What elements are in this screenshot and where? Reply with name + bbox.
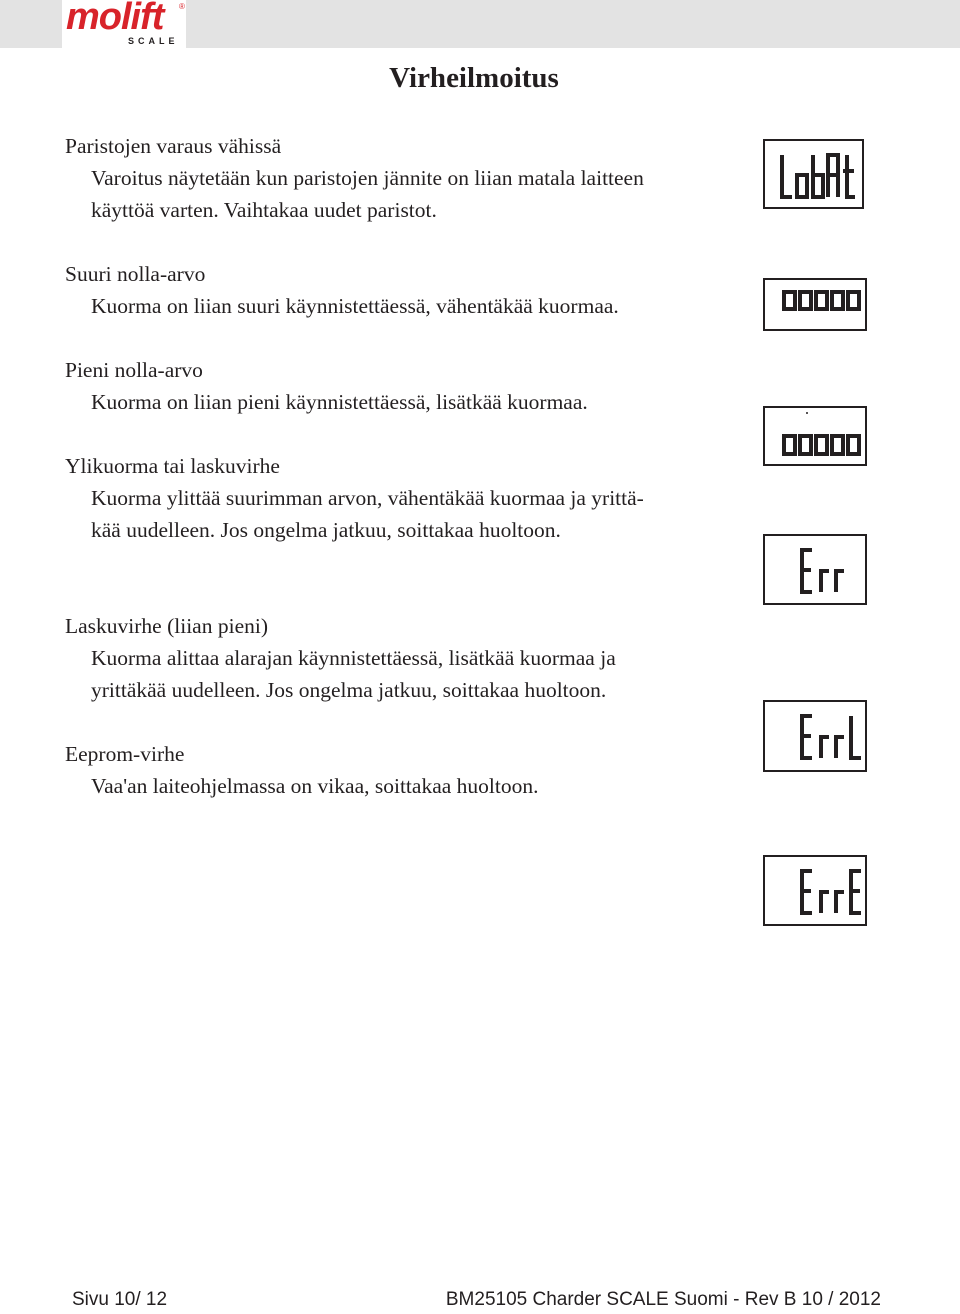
entry-text-line: yrittäkää uudelleen. Jos ongelma jatkuu, soittakaa huoltoon.	[91, 678, 607, 702]
entry-text-line: käyttöä varten. Vaihtakaa uudet paristot.	[91, 198, 437, 222]
document-reference: BM25105 Charder SCALE Suomi - Rev B 10 / 2012	[445, 1289, 881, 1310]
lcd-display-err	[763, 534, 867, 605]
lcd-display-high-zero	[763, 278, 867, 331]
entry-text-line: Kuorma on liian pieni käynnistettäessä, lisätkää kuormaa.	[91, 390, 588, 414]
logo-registered-mark: ®	[179, 2, 185, 11]
logo-wordmark: molift	[66, 0, 164, 38]
logo-subtitle: SCALE	[128, 36, 179, 46]
entry-text-line: Vaa'an laiteohjelmassa on vikaa, soittakaa huoltoon.	[91, 774, 539, 798]
entry-title-low-zero: Pieni nolla-arvo	[65, 358, 203, 382]
entry-title-low-battery: Paristojen varaus vähissä	[65, 134, 282, 158]
lcd-display-errl	[763, 700, 867, 772]
entry-text-line: Kuorma on liian suuri käynnistettäessä, vähentäkää kuormaa.	[91, 294, 619, 318]
entry-title-overload: Ylikuorma tai laskuvirhe	[65, 454, 280, 478]
entry-title-underload: Laskuvirhe (liian pieni)	[65, 614, 268, 638]
entry-title-high-zero: Suuri nolla-arvo	[65, 262, 206, 286]
lcd-display-erre	[763, 855, 867, 926]
page-title: Virheilmoitus	[389, 62, 559, 94]
lcd-display-overload	[763, 406, 867, 466]
page-number: Sivu 10/ 12	[72, 1289, 168, 1310]
entry-title-eeprom: Eeprom-virhe	[65, 742, 185, 766]
entry-text-line: Kuorma alittaa alarajan käynnistettäessä, lisätkää kuormaa ja	[91, 646, 616, 670]
entry-text-line: kää uudelleen. Jos ongelma jatkuu, soittakaa huoltoon.	[91, 518, 561, 542]
lcd-display-lobat	[763, 139, 864, 209]
header-band	[0, 0, 960, 48]
entry-text-line: Kuorma ylittää suurimman arvon, vähentäkää kuormaa ja yrittä-	[91, 486, 644, 510]
molift-scale-logo	[62, 0, 186, 48]
entry-text-line: Varoitus näytetään kun paristojen jännite on liian matala laitteen	[91, 166, 644, 190]
